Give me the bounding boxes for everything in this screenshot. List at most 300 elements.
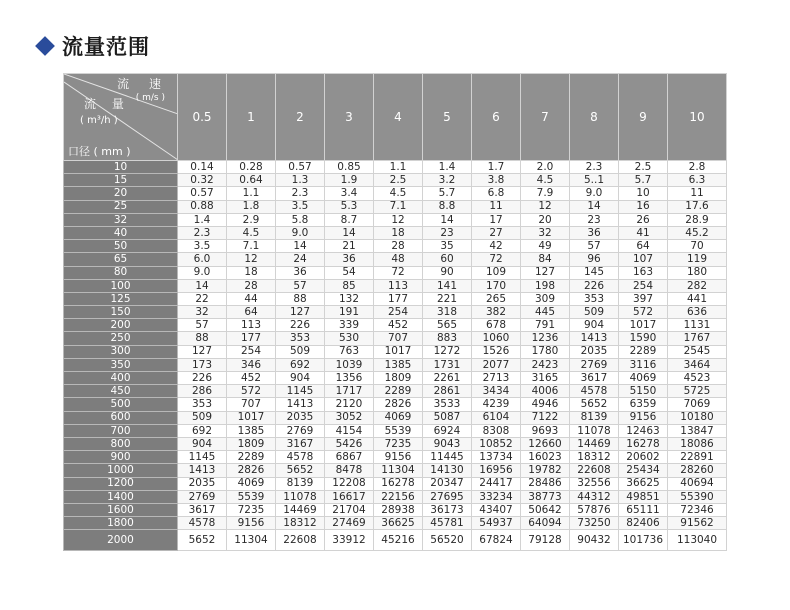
flow-value-cell: 35 <box>423 240 472 253</box>
flow-value-cell: 32556 <box>570 477 619 490</box>
flow-value-cell: 132 <box>325 292 374 305</box>
flow-value-cell: 11304 <box>227 530 276 551</box>
flow-value-cell: 90432 <box>570 530 619 551</box>
flow-value-cell: 1385 <box>374 358 423 371</box>
flow-value-cell: 0.64 <box>227 174 276 187</box>
flow-value-cell: 85 <box>325 279 374 292</box>
diameter-cell: 1800 <box>64 517 178 530</box>
table-row <box>64 490 727 503</box>
diameter-cell: 450 <box>64 385 178 398</box>
flow-value-cell: 3.4 <box>325 187 374 200</box>
flow-value-cell: 22156 <box>374 490 423 503</box>
flow-value-cell: 177 <box>227 332 276 345</box>
flow-value-cell: 173 <box>178 358 227 371</box>
flow-value-cell: 3165 <box>521 372 570 385</box>
flow-value-cell: 12463 <box>619 424 668 437</box>
flow-value-cell: 18 <box>227 266 276 279</box>
flow-value-cell: 1526 <box>472 345 521 358</box>
flow-value-cell: 36 <box>570 226 619 239</box>
flow-value-cell: 79128 <box>521 530 570 551</box>
diameter-cell: 15 <box>64 174 178 187</box>
flow-value-cell: 21 <box>325 240 374 253</box>
flow-value-cell: 14 <box>325 226 374 239</box>
flow-value-cell: 84 <box>521 253 570 266</box>
flow-value-cell: 4069 <box>619 372 668 385</box>
flow-value-cell: 2120 <box>325 398 374 411</box>
speed-label: 流 速 <box>117 77 169 91</box>
table-row <box>64 345 727 358</box>
flow-value-cell: 707 <box>227 398 276 411</box>
flow-value-cell: 198 <box>521 279 570 292</box>
flow-value-cell: 24 <box>276 253 325 266</box>
flow-value-cell: 20347 <box>423 477 472 490</box>
flow-value-cell: 5087 <box>423 411 472 424</box>
speed-header-cell: 4 <box>374 74 423 161</box>
flow-value-cell: 9.0 <box>276 226 325 239</box>
flow-value-cell: 1809 <box>227 437 276 450</box>
flow-value-cell: 5..1 <box>570 174 619 187</box>
table-row <box>64 358 727 371</box>
flow-value-cell: 48 <box>374 253 423 266</box>
flow-value-cell: 2.8 <box>668 161 727 174</box>
flow-value-cell: 2713 <box>472 372 521 385</box>
flow-value-cell: 6867 <box>325 451 374 464</box>
flow-value-cell: 16956 <box>472 464 521 477</box>
flow-value-cell: 3116 <box>619 358 668 371</box>
flow-value-cell: 5.3 <box>325 200 374 213</box>
flow-value-cell: 265 <box>472 292 521 305</box>
flow-value-cell: 565 <box>423 319 472 332</box>
flow-value-cell: 1145 <box>276 385 325 398</box>
speed-header-cell: 1 <box>227 74 276 161</box>
diamond-bullet-icon <box>35 36 55 56</box>
diameter-cell: 900 <box>64 451 178 464</box>
flow-value-cell: 1.8 <box>227 200 276 213</box>
flow-value-cell: 22608 <box>570 464 619 477</box>
flow-value-cell: 27695 <box>423 490 472 503</box>
flow-value-cell: 28 <box>227 279 276 292</box>
flow-value-cell: 692 <box>276 358 325 371</box>
flow-value-cell: 8139 <box>570 411 619 424</box>
flow-value-cell: 226 <box>570 279 619 292</box>
flow-value-cell: 107 <box>619 253 668 266</box>
flow-value-cell: 1356 <box>325 372 374 385</box>
flow-value-cell: 318 <box>423 306 472 319</box>
table-row <box>64 226 727 239</box>
flow-value-cell: 0.85 <box>325 161 374 174</box>
flow-value-cell: 11078 <box>276 490 325 503</box>
flow-value-cell: 3.5 <box>276 200 325 213</box>
diameter-cell: 100 <box>64 279 178 292</box>
diameter-cell: 2000 <box>64 530 178 551</box>
flow-value-cell: 2769 <box>276 424 325 437</box>
diameter-cell: 1200 <box>64 477 178 490</box>
flow-value-cell: 353 <box>276 332 325 345</box>
diameter-label: 口径 ( mm ) <box>68 145 131 158</box>
flow-value-cell: 14 <box>570 200 619 213</box>
flow-value-cell: 282 <box>668 279 727 292</box>
flow-value-cell: 2289 <box>374 385 423 398</box>
speed-header-cell: 5 <box>423 74 472 161</box>
flow-value-cell: 4946 <box>521 398 570 411</box>
table-row <box>64 213 727 226</box>
flow-value-cell: 163 <box>619 266 668 279</box>
flow-value-cell: 7235 <box>227 503 276 516</box>
diameter-cell: 20 <box>64 187 178 200</box>
table-row <box>64 319 727 332</box>
flow-value-cell: 12 <box>374 213 423 226</box>
flow-value-cell: 19782 <box>521 464 570 477</box>
flow-value-cell: 73250 <box>570 517 619 530</box>
speed-header-cell: 3 <box>325 74 374 161</box>
flow-value-cell: 9.0 <box>570 187 619 200</box>
flow-value-cell: 904 <box>570 319 619 332</box>
flow-value-cell: 44312 <box>570 490 619 503</box>
flow-value-cell: 28.9 <box>668 213 727 226</box>
flow-value-cell: 4578 <box>178 517 227 530</box>
flow-value-cell: 180 <box>668 266 727 279</box>
flow-value-cell: 3617 <box>570 372 619 385</box>
flow-value-cell: 14469 <box>276 503 325 516</box>
flow-value-cell: 5150 <box>619 385 668 398</box>
flow-value-cell: 763 <box>325 345 374 358</box>
flow-value-cell: 0.88 <box>178 200 227 213</box>
flow-value-cell: 5.7 <box>619 174 668 187</box>
flow-value-cell: 1145 <box>178 451 227 464</box>
speed-header-cell: 0.5 <box>178 74 227 161</box>
flow-value-cell: 2826 <box>227 464 276 477</box>
flow-value-cell: 21704 <box>325 503 374 516</box>
flow-value-cell: 45.2 <box>668 226 727 239</box>
flow-value-cell: 22608 <box>276 530 325 551</box>
flow-value-cell: 43407 <box>472 503 521 516</box>
flow-value-cell: 13734 <box>472 451 521 464</box>
flow-value-cell: 7069 <box>668 398 727 411</box>
flow-value-cell: 4578 <box>276 451 325 464</box>
flow-value-cell: 72 <box>472 253 521 266</box>
flow-value-cell: 572 <box>619 306 668 319</box>
flow-value-cell: 3167 <box>276 437 325 450</box>
flow-value-cell: 41 <box>619 226 668 239</box>
flow-value-cell: 26 <box>619 213 668 226</box>
flow-value-cell: 20 <box>521 213 570 226</box>
flow-value-cell: 636 <box>668 306 727 319</box>
flow-value-cell: 1413 <box>178 464 227 477</box>
flow-value-cell: 8478 <box>325 464 374 477</box>
flow-value-cell: 1039 <box>325 358 374 371</box>
flow-value-cell: 91562 <box>668 517 727 530</box>
flow-value-cell: 64 <box>227 306 276 319</box>
flow-value-cell: 4.5 <box>227 226 276 239</box>
flow-value-cell: 441 <box>668 292 727 305</box>
table-row <box>64 517 727 530</box>
flow-value-cell: 4069 <box>227 477 276 490</box>
flow-value-cell: 2289 <box>619 345 668 358</box>
flow-value-cell: 382 <box>472 306 521 319</box>
flow-value-cell: 119 <box>668 253 727 266</box>
flow-value-cell: 1272 <box>423 345 472 358</box>
speed-header-cell: 8 <box>570 74 619 161</box>
flow-value-cell: 353 <box>570 292 619 305</box>
diameter-cell: 400 <box>64 372 178 385</box>
table-row <box>64 292 727 305</box>
diameter-cell: 200 <box>64 319 178 332</box>
flow-value-cell: 36 <box>325 253 374 266</box>
flow-value-cell: 1731 <box>423 358 472 371</box>
flow-value-cell: 36173 <box>423 503 472 516</box>
flow-value-cell: 10 <box>619 187 668 200</box>
flow-value-cell: 5426 <box>325 437 374 450</box>
flow-value-cell: 5652 <box>570 398 619 411</box>
flow-value-cell: 452 <box>227 372 276 385</box>
table-row <box>64 306 727 319</box>
diameter-cell: 10 <box>64 161 178 174</box>
flow-value-cell: 17.6 <box>668 200 727 213</box>
flow-value-cell: 2.3 <box>570 161 619 174</box>
flow-value-cell: 12208 <box>325 477 374 490</box>
flow-value-cell: 5652 <box>276 464 325 477</box>
flow-value-cell: 1.9 <box>325 174 374 187</box>
table-row <box>64 464 727 477</box>
table-row <box>64 451 727 464</box>
flow-value-cell: 4578 <box>570 385 619 398</box>
flow-value-cell: 40694 <box>668 477 727 490</box>
flow-value-cell: 25434 <box>619 464 668 477</box>
table-row <box>64 332 727 345</box>
diameter-cell: 300 <box>64 345 178 358</box>
diameter-cell: 40 <box>64 226 178 239</box>
flow-value-cell: 54 <box>325 266 374 279</box>
flow-value-cell: 1.7 <box>472 161 521 174</box>
flow-value-cell: 707 <box>374 332 423 345</box>
flow-value-cell: 0.57 <box>276 161 325 174</box>
flow-value-cell: 678 <box>472 319 521 332</box>
flow-value-cell: 18086 <box>668 437 727 450</box>
flow-value-cell: 22891 <box>668 451 727 464</box>
flow-value-cell: 5539 <box>374 424 423 437</box>
speed-header-cell: 6 <box>472 74 521 161</box>
table-row <box>64 279 727 292</box>
flow-value-cell: 65111 <box>619 503 668 516</box>
speed-header-cell: 2 <box>276 74 325 161</box>
flow-value-cell: 9043 <box>423 437 472 450</box>
flow-value-cell: 5652 <box>178 530 227 551</box>
flow-value-cell: 64094 <box>521 517 570 530</box>
flow-value-cell: 72 <box>374 266 423 279</box>
flow-value-cell: 50642 <box>521 503 570 516</box>
flow-value-cell: 2289 <box>227 451 276 464</box>
flow-value-cell: 1.4 <box>178 213 227 226</box>
flow-value-cell: 6104 <box>472 411 521 424</box>
flow-value-cell: 1385 <box>227 424 276 437</box>
flow-value-cell: 44 <box>227 292 276 305</box>
flow-value-cell: 9693 <box>521 424 570 437</box>
diameter-cell: 32 <box>64 213 178 226</box>
flow-value-cell: 11 <box>668 187 727 200</box>
flow-value-cell: 8308 <box>472 424 521 437</box>
flow-value-cell: 101736 <box>619 530 668 551</box>
flow-value-cell: 221 <box>423 292 472 305</box>
flow-value-cell: 7.1 <box>227 240 276 253</box>
flow-value-cell: 64 <box>619 240 668 253</box>
flow-value-cell: 113 <box>374 279 423 292</box>
flow-value-cell: 339 <box>325 319 374 332</box>
flow-value-cell: 6.3 <box>668 174 727 187</box>
flow-value-cell: 1017 <box>227 411 276 424</box>
flow-value-cell: 6.8 <box>472 187 521 200</box>
flow-value-cell: 2769 <box>178 490 227 503</box>
diameter-cell: 1000 <box>64 464 178 477</box>
flow-value-cell: 127 <box>521 266 570 279</box>
table-row <box>64 372 727 385</box>
flow-value-cell: 33912 <box>325 530 374 551</box>
flow-value-cell: 0.28 <box>227 161 276 174</box>
table-row <box>64 187 727 200</box>
flow-value-cell: 33234 <box>472 490 521 503</box>
flow-value-cell: 16278 <box>374 477 423 490</box>
flow-value-cell: 5539 <box>227 490 276 503</box>
header-row <box>64 74 727 161</box>
flow-value-cell: 1780 <box>521 345 570 358</box>
flow-value-cell: 49 <box>521 240 570 253</box>
flow-value-cell: 36625 <box>374 517 423 530</box>
flow-value-cell: 1590 <box>619 332 668 345</box>
flow-value-cell: 109 <box>472 266 521 279</box>
flow-value-cell: 14469 <box>570 437 619 450</box>
flow-value-cell: 4154 <box>325 424 374 437</box>
flow-value-cell: 70 <box>668 240 727 253</box>
flow-value-cell: 23 <box>570 213 619 226</box>
flow-value-cell: 1767 <box>668 332 727 345</box>
diameter-cell: 65 <box>64 253 178 266</box>
flow-value-cell: 0.32 <box>178 174 227 187</box>
table-row <box>64 240 727 253</box>
table-row <box>64 161 727 174</box>
flow-value-cell: 254 <box>619 279 668 292</box>
flow-value-cell: 8139 <box>276 477 325 490</box>
table-row <box>64 253 727 266</box>
flow-unit: ( m³/h ) <box>80 115 118 126</box>
flow-value-cell: 12 <box>227 253 276 266</box>
flow-value-cell: 397 <box>619 292 668 305</box>
diameter-cell: 250 <box>64 332 178 345</box>
flow-range-table <box>63 73 727 551</box>
flow-value-cell: 8.7 <box>325 213 374 226</box>
flow-value-cell: 2261 <box>423 372 472 385</box>
flow-value-cell: 13847 <box>668 424 727 437</box>
diameter-cell: 600 <box>64 411 178 424</box>
flow-value-cell: 6924 <box>423 424 472 437</box>
table-row <box>64 411 727 424</box>
flow-value-cell: 177 <box>374 292 423 305</box>
diameter-cell: 80 <box>64 266 178 279</box>
flow-value-cell: 11 <box>472 200 521 213</box>
diameter-cell: 50 <box>64 240 178 253</box>
flow-value-cell: 54937 <box>472 517 521 530</box>
flow-value-cell: 883 <box>423 332 472 345</box>
flow-value-cell: 8.8 <box>423 200 472 213</box>
flow-value-cell: 1017 <box>619 319 668 332</box>
diameter-cell: 125 <box>64 292 178 305</box>
flow-value-cell: 5.8 <box>276 213 325 226</box>
flow-value-cell: 692 <box>178 424 227 437</box>
flow-value-cell: 1236 <box>521 332 570 345</box>
flow-value-cell: 2.0 <box>521 161 570 174</box>
flow-value-cell: 7235 <box>374 437 423 450</box>
flow-value-cell: 226 <box>276 319 325 332</box>
flow-value-cell: 1.4 <box>423 161 472 174</box>
diameter-cell: 1600 <box>64 503 178 516</box>
page-title: 流量范围 <box>62 35 150 59</box>
flow-value-cell: 113 <box>227 319 276 332</box>
flow-value-cell: 1.1 <box>374 161 423 174</box>
flow-value-cell: 88 <box>178 332 227 345</box>
flow-value-cell: 2077 <box>472 358 521 371</box>
flow-value-cell: 904 <box>276 372 325 385</box>
flow-value-cell: 3052 <box>325 411 374 424</box>
flow-value-cell: 5725 <box>668 385 727 398</box>
diameter-cell: 800 <box>64 437 178 450</box>
flow-value-cell: 3533 <box>423 398 472 411</box>
flow-value-cell: 11078 <box>570 424 619 437</box>
flow-value-cell: 96 <box>570 253 619 266</box>
flow-value-cell: 4.5 <box>374 187 423 200</box>
table-row <box>64 266 727 279</box>
speed-header-cell: 10 <box>668 74 727 161</box>
flow-value-cell: 27469 <box>325 517 374 530</box>
flow-value-cell: 28260 <box>668 464 727 477</box>
flow-value-cell: 11304 <box>374 464 423 477</box>
flow-value-cell: 1017 <box>374 345 423 358</box>
flow-value-cell: 2.3 <box>276 187 325 200</box>
flow-value-cell: 17 <box>472 213 521 226</box>
flow-value-cell: 9.0 <box>178 266 227 279</box>
flow-value-cell: 1717 <box>325 385 374 398</box>
flow-value-cell: 3434 <box>472 385 521 398</box>
flow-value-cell: 28 <box>374 240 423 253</box>
flow-value-cell: 1131 <box>668 319 727 332</box>
flow-value-cell: 12660 <box>521 437 570 450</box>
flow-value-cell: 36625 <box>619 477 668 490</box>
flow-value-cell: 9156 <box>227 517 276 530</box>
table-row <box>64 530 727 551</box>
flow-value-cell: 20602 <box>619 451 668 464</box>
flow-value-cell: 3.8 <box>472 174 521 187</box>
flow-value-cell: 191 <box>325 306 374 319</box>
flow-value-cell: 4069 <box>374 411 423 424</box>
table-row <box>64 477 727 490</box>
flow-value-cell: 18312 <box>570 451 619 464</box>
flow-value-cell: 4239 <box>472 398 521 411</box>
flow-value-cell: 353 <box>178 398 227 411</box>
flow-value-cell: 7.9 <box>521 187 570 200</box>
flow-value-cell: 0.14 <box>178 161 227 174</box>
table-row <box>64 174 727 187</box>
diameter-cell: 500 <box>64 398 178 411</box>
flow-value-cell: 572 <box>227 385 276 398</box>
flow-value-cell: 24417 <box>472 477 521 490</box>
flow-value-cell: 2.5 <box>619 161 668 174</box>
table-row <box>64 503 727 516</box>
flow-value-cell: 1809 <box>374 372 423 385</box>
flow-value-cell: 28938 <box>374 503 423 516</box>
flow-value-cell: 18312 <box>276 517 325 530</box>
flow-value-cell: 127 <box>276 306 325 319</box>
flow-value-cell: 509 <box>178 411 227 424</box>
flow-value-cell: 509 <box>276 345 325 358</box>
flow-value-cell: 14 <box>276 240 325 253</box>
flow-value-cell: 170 <box>472 279 521 292</box>
